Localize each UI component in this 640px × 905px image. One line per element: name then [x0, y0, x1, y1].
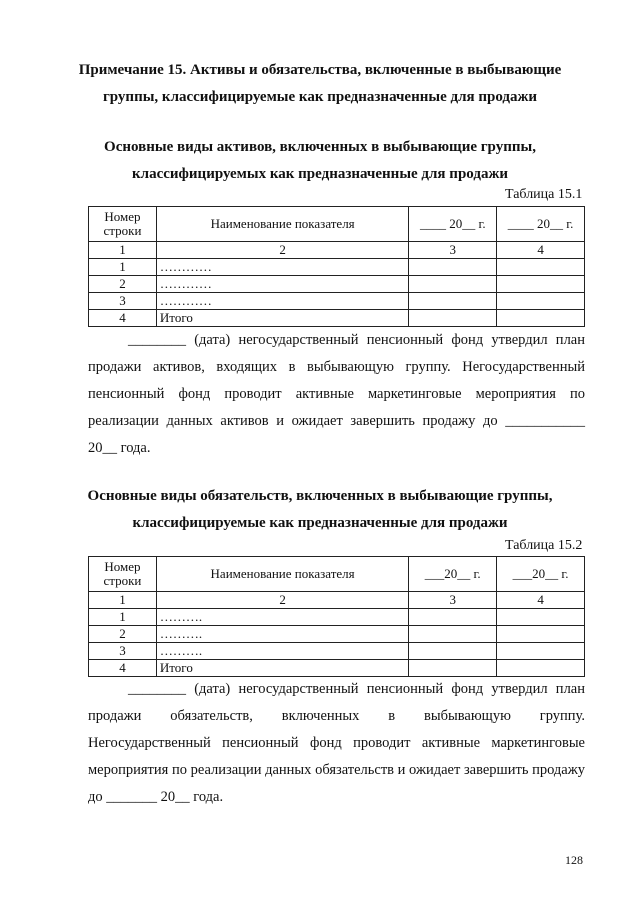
header-row-number: Номер строки: [89, 207, 157, 242]
table-index-row: [89, 592, 585, 609]
row-value: [497, 259, 585, 276]
row-name: …………: [156, 293, 408, 310]
assets-paragraph: ________ (дата) негосударственный пенсионный фонд утвердил план продажи активов, входящих в выбывающую группу. Негосударственный пенсионный фонд проводит активные маркетинговые мероприятия по реализации данных активов и ожидает завершить продажу до ___________ 20__ года.: [88, 332, 585, 456]
assets-table-caption: Таблица 15.1: [505, 187, 583, 202]
index-cell: 2: [156, 592, 408, 609]
header-row-number: Номер строки: [89, 557, 157, 592]
index-cell: 3: [409, 592, 497, 609]
row-value: [497, 276, 585, 293]
index-cell: 4: [497, 242, 585, 259]
row-value: [497, 660, 585, 677]
row-value: [409, 660, 497, 677]
row-number: 2: [89, 626, 157, 643]
row-value: [409, 276, 497, 293]
liabilities-heading: [60, 483, 580, 537]
row-number: 1: [89, 259, 157, 276]
row-value: [497, 626, 585, 643]
liabilities-heading-line2: классифицируемые как предназначенные для продажи: [132, 515, 508, 531]
row-name: ……….: [156, 609, 408, 626]
table-row: [89, 293, 585, 310]
index-cell: 2: [156, 242, 408, 259]
row-number: 2: [89, 276, 157, 293]
row-number: 3: [89, 643, 157, 660]
table-row: [89, 660, 585, 677]
table-header-row: [89, 207, 585, 242]
row-value: [497, 609, 585, 626]
liabilities-table-caption: Таблица 15.2: [505, 538, 583, 553]
row-value: [409, 293, 497, 310]
note-title-line2: группы, классифицируемые как предназначенные для продажи: [102, 89, 538, 105]
assets-heading: [60, 134, 580, 188]
index-cell: 4: [497, 592, 585, 609]
row-value: [409, 259, 497, 276]
row-number: 3: [89, 293, 157, 310]
row-value: [497, 310, 585, 327]
row-name: ……….: [156, 626, 408, 643]
row-name: Итого: [156, 310, 408, 327]
liabilities-table: [88, 556, 585, 677]
note-title-line1: Примечание 15. Активы и обязательства, включенные в выбывающие: [78, 62, 562, 78]
assets-heading-line2: классифицируемых как предназначенные для продажи: [132, 166, 508, 182]
assets-heading-line1: Основные виды активов, включенных в выбывающие группы,: [104, 139, 536, 155]
assets-table: [88, 206, 585, 327]
table-row: [89, 626, 585, 643]
table-row: [89, 259, 585, 276]
table-row: [89, 276, 585, 293]
row-value: [497, 293, 585, 310]
row-name: …………: [156, 276, 408, 293]
row-name: Итого: [156, 660, 408, 677]
row-value: [409, 626, 497, 643]
table-header-row: [89, 557, 585, 592]
table-row: [89, 609, 585, 626]
row-value: [409, 310, 497, 327]
row-value: [409, 609, 497, 626]
header-indicator-name: Наименование показателя: [156, 557, 408, 592]
header-period-1: ___20__ г.: [409, 557, 497, 592]
row-value: [497, 643, 585, 660]
table-row: [89, 643, 585, 660]
row-number: 1: [89, 609, 157, 626]
index-cell: 1: [89, 242, 157, 259]
row-value: [409, 643, 497, 660]
table-index-row: [89, 242, 585, 259]
row-name: ……….: [156, 643, 408, 660]
header-period-2: ____ 20__ г.: [497, 207, 585, 242]
row-number: 4: [89, 660, 157, 677]
index-cell: 1: [89, 592, 157, 609]
row-name: …………: [156, 259, 408, 276]
row-number: 4: [89, 310, 157, 327]
liabilities-heading-line1: Основные виды обязательств, включенных в выбывающие группы,: [87, 488, 553, 504]
page-number: 128: [565, 853, 583, 867]
header-period-1: ____ 20__ г.: [409, 207, 497, 242]
liabilities-paragraph: ________ (дата) негосударственный пенсионный фонд утвердил план продажи обязательств, включенных в выбывающую группу. Негосударственный пенсионный фонд проводит активные маркетинговые мероприятия по реализации данных обязательств и ожидает завершить продажу до _______ 20__ года.: [88, 681, 585, 805]
index-cell: 3: [409, 242, 497, 259]
table-row: [89, 310, 585, 327]
header-period-2: ___20__ г.: [497, 557, 585, 592]
note-title: [60, 57, 580, 111]
header-indicator-name: Наименование показателя: [156, 207, 408, 242]
